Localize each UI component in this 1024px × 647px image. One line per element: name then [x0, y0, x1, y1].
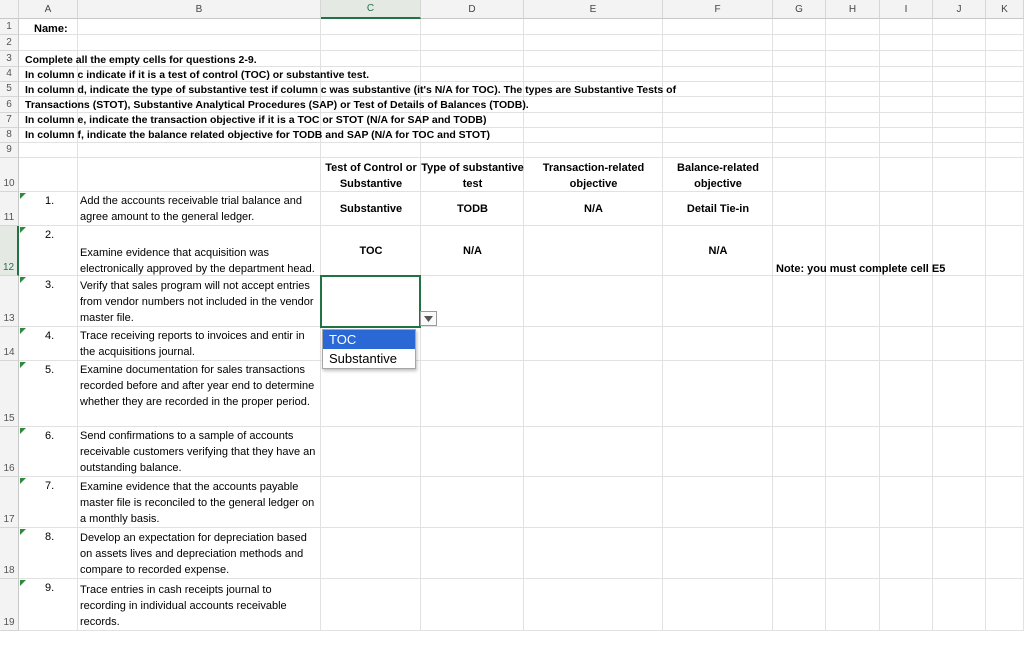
instruction-line-5a: In column d, indicate the type of substantive test if column c was substantive (it's N/A for TOC). The types are Substantive Tests of: [25, 84, 677, 96]
cell[interactable]: [78, 19, 321, 35]
cell[interactable]: [524, 19, 663, 35]
row-header-1[interactable]: 1: [0, 19, 19, 35]
column-header-d[interactable]: D: [421, 0, 524, 19]
comment-indicator[interactable]: [20, 529, 26, 535]
cell[interactable]: [933, 327, 986, 361]
cell[interactable]: [933, 579, 986, 631]
cell[interactable]: [663, 427, 773, 477]
cell[interactable]: [663, 143, 773, 158]
cell[interactable]: [880, 19, 933, 35]
cell[interactable]: [773, 361, 826, 427]
answer-f: Detail Tie-in: [686, 203, 750, 215]
question-number: 5.: [45, 364, 55, 376]
cell[interactable]: [321, 143, 421, 158]
cell[interactable]: [986, 158, 1024, 192]
cell[interactable]: [880, 97, 933, 113]
select-all-corner[interactable]: [0, 0, 19, 19]
cell[interactable]: [986, 579, 1024, 631]
cell[interactable]: [933, 128, 986, 143]
cell[interactable]: [826, 579, 880, 631]
cell[interactable]: [421, 427, 524, 477]
row-header-16[interactable]: 16: [0, 427, 19, 477]
column-header-i[interactable]: I: [880, 0, 933, 19]
column-header-h[interactable]: H: [826, 0, 880, 19]
cell[interactable]: [321, 427, 421, 477]
cell[interactable]: [826, 361, 880, 427]
cell[interactable]: [773, 35, 826, 51]
cell[interactable]: [826, 35, 880, 51]
dropdown-list: [322, 329, 416, 369]
active-cell-selection[interactable]: [320, 275, 421, 328]
cell[interactable]: [933, 113, 986, 128]
cell[interactable]: [933, 528, 986, 579]
cell[interactable]: [663, 477, 773, 528]
cell[interactable]: [663, 82, 773, 97]
question-text: Trace receiving reports to invoices and entir in the acquisitions journal.: [80, 330, 305, 358]
row-header-9[interactable]: 9: [0, 143, 19, 158]
instruction-line-5b: Transactions (STOT), Substantive Analytical Procedures (SAP) or Test of Details of Balances (TODB).: [25, 99, 529, 111]
row-header-11[interactable]: 11: [0, 192, 19, 226]
column-header-g[interactable]: G: [773, 0, 826, 19]
row-header-17[interactable]: 17: [0, 477, 19, 528]
cell[interactable]: [826, 97, 880, 113]
cell[interactable]: [321, 528, 421, 579]
cell[interactable]: [933, 35, 986, 51]
cell[interactable]: [773, 143, 826, 158]
row-header-8[interactable]: 8: [0, 128, 19, 143]
cell[interactable]: [880, 528, 933, 579]
cell[interactable]: [880, 361, 933, 427]
cell[interactable]: [986, 82, 1024, 97]
cell[interactable]: [826, 143, 880, 158]
cell[interactable]: [933, 143, 986, 158]
cell[interactable]: [933, 97, 986, 113]
column-header-k[interactable]: K: [986, 0, 1024, 19]
dropdown-option-substantive[interactable]: Substantive: [329, 351, 397, 366]
cell[interactable]: [933, 67, 986, 82]
column-header-j[interactable]: J: [933, 0, 986, 19]
question-number: 8.: [45, 531, 55, 543]
cell[interactable]: [880, 82, 933, 97]
column-header-c[interactable]: C: [321, 0, 421, 19]
cell[interactable]: [826, 528, 880, 579]
cell[interactable]: [321, 579, 421, 631]
cell[interactable]: [880, 35, 933, 51]
cell[interactable]: [524, 477, 663, 528]
instruction-line-3: Complete all the empty cells for questions 2-9.: [25, 54, 257, 66]
cell[interactable]: [880, 427, 933, 477]
cell[interactable]: [933, 192, 986, 226]
cell[interactable]: [986, 19, 1024, 35]
cell[interactable]: [880, 327, 933, 361]
cell[interactable]: [826, 19, 880, 35]
question-text: Send confirmations to a sample of accounts receivable customers verifying that they have an outstanding balance.: [80, 430, 316, 474]
question-number: 4.: [45, 330, 55, 342]
column-header-b[interactable]: B: [78, 0, 321, 19]
cell[interactable]: [19, 143, 78, 158]
question-number: 6.: [45, 430, 55, 442]
cell[interactable]: [986, 276, 1024, 327]
cell[interactable]: [524, 128, 663, 143]
cell[interactable]: [321, 35, 421, 51]
cell[interactable]: [524, 327, 663, 361]
row-header-19[interactable]: 19: [0, 579, 19, 631]
question-text: Verify that sales program will not accept entries from vendor numbers not included in the vendor master file.: [80, 280, 314, 324]
cell[interactable]: [986, 361, 1024, 427]
cell[interactable]: [663, 361, 773, 427]
comment-indicator[interactable]: [20, 277, 26, 283]
cell[interactable]: [826, 276, 880, 327]
comment-indicator[interactable]: [20, 362, 26, 368]
question-number: 1.: [45, 195, 55, 207]
cell[interactable]: [933, 51, 986, 67]
cell[interactable]: [78, 158, 321, 192]
cell[interactable]: [524, 361, 663, 427]
row-header-4[interactable]: 4: [0, 67, 19, 82]
question-text: Trace entries in cash receipts journal to recording in individual accounts receivable records.: [80, 584, 287, 628]
cell[interactable]: [663, 51, 773, 67]
cell[interactable]: [19, 35, 78, 51]
row-header-3[interactable]: 3: [0, 51, 19, 67]
row-header-13[interactable]: 13: [0, 276, 19, 327]
cell[interactable]: [986, 35, 1024, 51]
row-header-7[interactable]: 7: [0, 113, 19, 128]
header-test-of-control: Test of Control or Substantive: [325, 162, 417, 190]
cell[interactable]: [880, 192, 933, 226]
comment-indicator[interactable]: [20, 193, 26, 199]
cell[interactable]: [773, 19, 826, 35]
cell[interactable]: [773, 128, 826, 143]
cell[interactable]: [421, 19, 524, 35]
answer-f: N/A: [708, 245, 728, 257]
row-header-12[interactable]: 12: [0, 226, 19, 276]
cell[interactable]: [524, 276, 663, 327]
row-header-15[interactable]: 15: [0, 361, 19, 427]
cell[interactable]: [773, 51, 826, 67]
cell[interactable]: [880, 158, 933, 192]
cell[interactable]: [880, 579, 933, 631]
cell[interactable]: [421, 528, 524, 579]
cell[interactable]: [880, 51, 933, 67]
cell[interactable]: [421, 143, 524, 158]
cell[interactable]: [826, 113, 880, 128]
instruction-line-4: In column c indicate if it is a test of control (TOC) or substantive test.: [25, 69, 370, 81]
cell[interactable]: [321, 477, 421, 528]
column-header-f[interactable]: F: [663, 0, 773, 19]
cell[interactable]: [986, 427, 1024, 477]
cell[interactable]: [773, 113, 826, 128]
cell[interactable]: [933, 158, 986, 192]
cell[interactable]: [986, 51, 1024, 67]
cell[interactable]: [880, 128, 933, 143]
cell[interactable]: [826, 82, 880, 97]
cell[interactable]: [421, 327, 524, 361]
cell[interactable]: [421, 477, 524, 528]
cell[interactable]: [663, 327, 773, 361]
cell[interactable]: [524, 35, 663, 51]
question-number: 3.: [45, 279, 55, 291]
dropdown-option-toc[interactable]: TOC: [323, 330, 415, 349]
cell[interactable]: [986, 192, 1024, 226]
cell[interactable]: [321, 19, 421, 35]
cell[interactable]: [773, 276, 826, 327]
chevron-down-icon: [424, 316, 433, 322]
answer-d: N/A: [463, 245, 482, 257]
cell[interactable]: [880, 276, 933, 327]
question-number: 9.: [45, 582, 55, 594]
cell[interactable]: [880, 143, 933, 158]
question-text: Develop an expectation for depreciation based on assets lives and depreciation methods and compare to recorded expense.: [80, 532, 307, 576]
instruction-line-7: In column f, indicate the balance related objective for TODB and SAP (N/A for TOC and STOT): [25, 129, 490, 141]
note-text: Note: you must complete cell E5: [776, 263, 946, 275]
cell[interactable]: [826, 477, 880, 528]
row-header-6[interactable]: 6: [0, 97, 19, 113]
row-header-2[interactable]: 2: [0, 35, 19, 51]
row-header-18[interactable]: 18: [0, 528, 19, 579]
answer-c: TOC: [359, 245, 383, 257]
cell[interactable]: [986, 128, 1024, 143]
cell[interactable]: [524, 528, 663, 579]
cell[interactable]: [986, 528, 1024, 579]
instruction-line-6: In column e, indicate the transaction objective if it is a TOC or STOT (N/A for SAP and TODB): [25, 114, 487, 126]
cell[interactable]: [826, 128, 880, 143]
cell[interactable]: [524, 143, 663, 158]
cell[interactable]: [663, 113, 773, 128]
cell[interactable]: [524, 67, 663, 82]
cell[interactable]: [19, 158, 78, 192]
cell[interactable]: [933, 361, 986, 427]
cell[interactable]: [421, 579, 524, 631]
cell[interactable]: [773, 427, 826, 477]
cell[interactable]: [826, 158, 880, 192]
cell[interactable]: [773, 528, 826, 579]
question-number: 2.: [45, 229, 55, 241]
comment-indicator[interactable]: [20, 328, 26, 334]
cell[interactable]: [78, 35, 321, 51]
cell[interactable]: [78, 143, 321, 158]
cell[interactable]: [524, 113, 663, 128]
question-text: Examine evidence that acquisition was electronically approved by the department head.: [80, 247, 315, 275]
cell[interactable]: [773, 579, 826, 631]
cell[interactable]: [524, 579, 663, 631]
cell[interactable]: [421, 35, 524, 51]
comment-indicator[interactable]: [20, 580, 26, 586]
cell[interactable]: [663, 35, 773, 51]
comment-indicator[interactable]: [20, 428, 26, 434]
cell[interactable]: [421, 361, 524, 427]
cell[interactable]: [880, 477, 933, 528]
cell[interactable]: [321, 51, 421, 67]
question-text: Examine documentation for sales transactions recorded before and after year end to determine whether they are recorded in the proper period.: [80, 364, 315, 408]
cell[interactable]: [933, 19, 986, 35]
header-transaction-objective: Transaction-related objective: [542, 162, 645, 190]
cell[interactable]: [986, 113, 1024, 128]
column-header-e[interactable]: E: [524, 0, 663, 19]
cell[interactable]: [524, 51, 663, 67]
cell[interactable]: [421, 51, 524, 67]
name-label: Name:: [34, 23, 68, 35]
dropdown-arrow-button[interactable]: [420, 311, 437, 326]
cell[interactable]: [933, 82, 986, 97]
cell[interactable]: [773, 67, 826, 82]
column-header-a[interactable]: A: [19, 0, 78, 19]
cell[interactable]: [773, 97, 826, 113]
cell[interactable]: [321, 361, 421, 427]
question-text: Examine evidence that the accounts payable master file is reconciled to the general ledger on a monthly basis.: [80, 481, 315, 525]
cell[interactable]: [880, 113, 933, 128]
cell[interactable]: [933, 276, 986, 327]
row-header-5[interactable]: 5: [0, 82, 19, 97]
cell[interactable]: [986, 143, 1024, 158]
cell[interactable]: [663, 97, 773, 113]
answer-d: TODB: [457, 203, 488, 215]
cell[interactable]: [773, 477, 826, 528]
question-number: 7.: [45, 480, 55, 492]
cell[interactable]: [663, 128, 773, 143]
cell[interactable]: [421, 67, 524, 82]
cell[interactable]: [826, 67, 880, 82]
question-text: Add the accounts receivable trial balance and agree amount to the general ledger.: [80, 195, 302, 223]
header-type-of-substantive: Type of substantive test: [421, 162, 524, 190]
cell[interactable]: [826, 427, 880, 477]
cell[interactable]: [773, 192, 826, 226]
comment-indicator[interactable]: [20, 227, 26, 233]
cell[interactable]: [663, 19, 773, 35]
cell[interactable]: [773, 327, 826, 361]
row-header-10[interactable]: 10: [0, 158, 19, 192]
cell[interactable]: [933, 427, 986, 477]
cell[interactable]: [986, 327, 1024, 361]
answer-c: Substantive: [339, 203, 403, 215]
comment-indicator[interactable]: [20, 478, 26, 484]
cell[interactable]: [826, 192, 880, 226]
cell[interactable]: [663, 67, 773, 82]
cell[interactable]: [524, 427, 663, 477]
cell[interactable]: [986, 67, 1024, 82]
cell[interactable]: [986, 226, 1024, 276]
cell[interactable]: [663, 579, 773, 631]
cell[interactable]: [826, 327, 880, 361]
row-header-14[interactable]: 14: [0, 327, 19, 361]
cell[interactable]: [663, 528, 773, 579]
cell[interactable]: [524, 97, 663, 113]
cell[interactable]: [933, 477, 986, 528]
cell[interactable]: [773, 82, 826, 97]
header-balance-objective: Balance-related objective: [677, 162, 759, 190]
cell[interactable]: [826, 51, 880, 67]
cell[interactable]: [986, 97, 1024, 113]
cell[interactable]: [880, 67, 933, 82]
cell[interactable]: [524, 226, 663, 276]
cell[interactable]: [773, 158, 826, 192]
answer-e: N/A: [584, 203, 603, 215]
cell[interactable]: [663, 276, 773, 327]
cell[interactable]: [986, 477, 1024, 528]
